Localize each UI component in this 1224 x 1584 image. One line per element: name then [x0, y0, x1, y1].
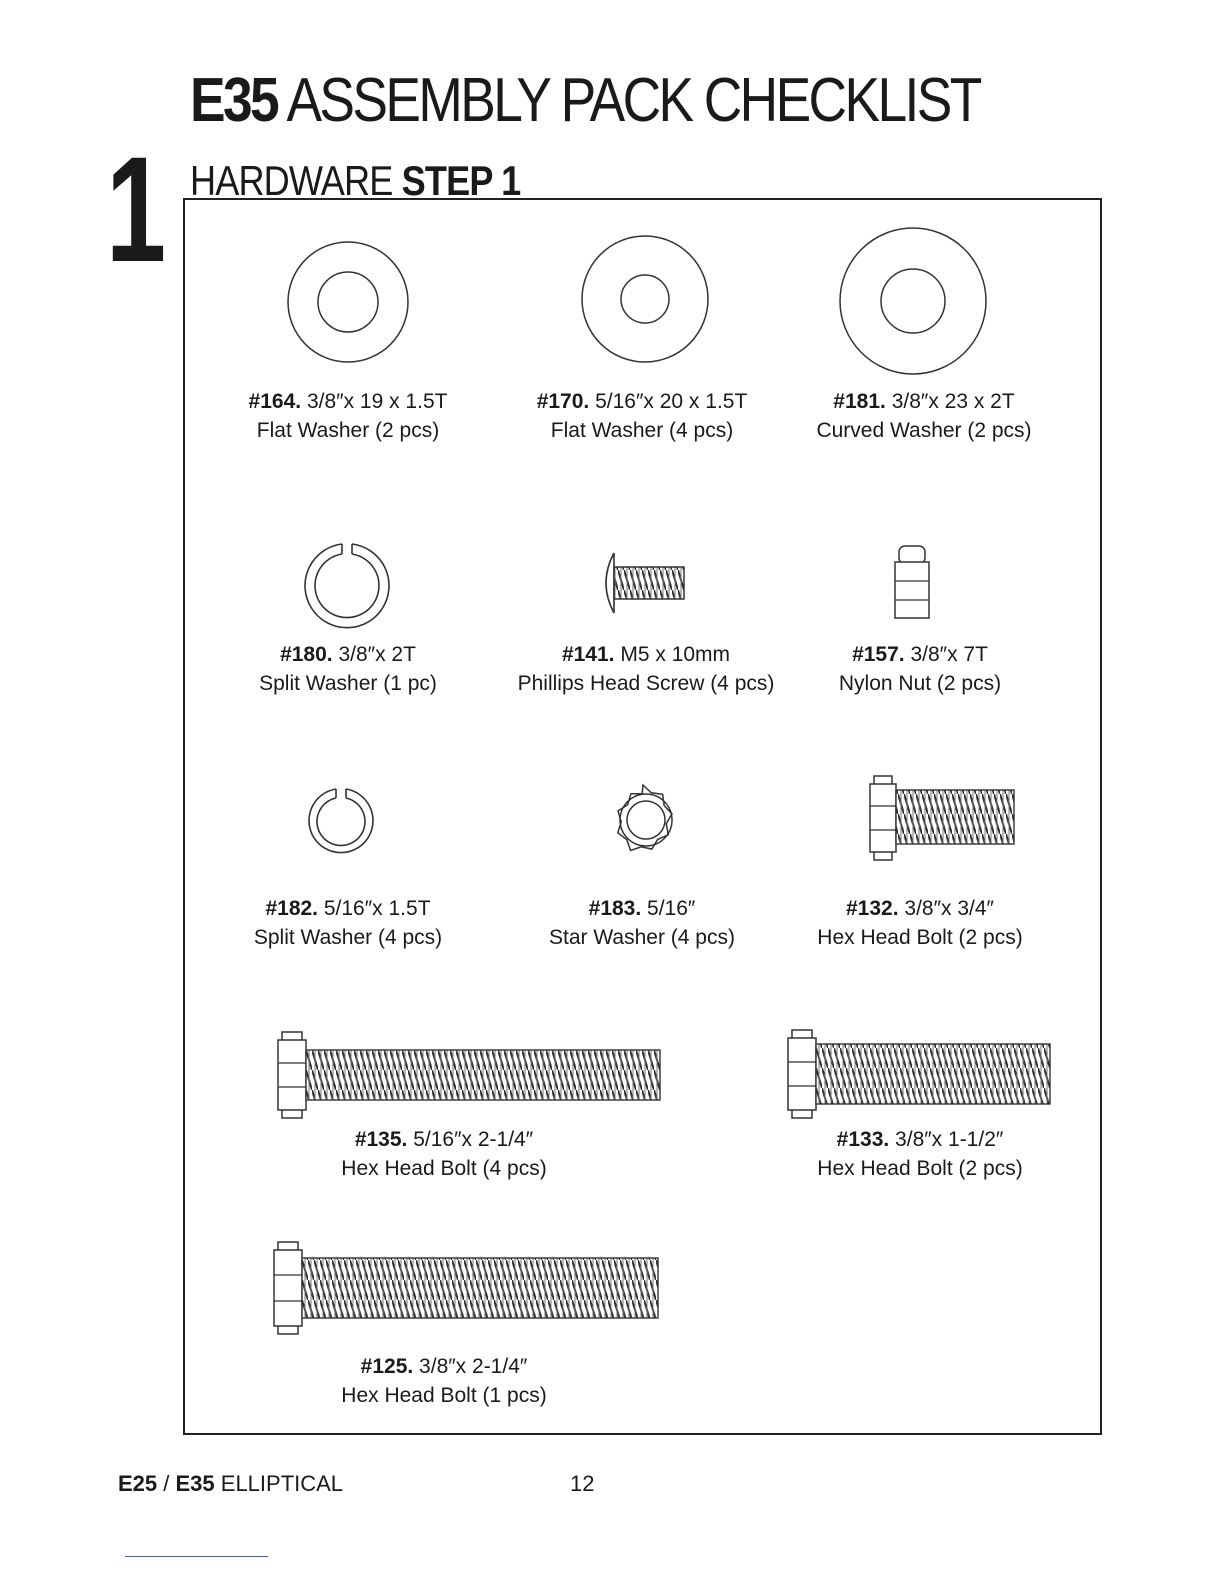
part-number: #135.	[354, 1128, 408, 1151]
part-spec: 5/16″x 20 x 1.5T	[589, 390, 748, 413]
footer-product: ELLIPTICAL	[214, 1471, 344, 1496]
part-number: #141.	[561, 643, 615, 666]
part-spec: 3/8″x 7T	[904, 643, 988, 666]
part-number: #132.	[846, 897, 899, 920]
part-description: Nylon Nut (2 pcs)	[838, 672, 1002, 695]
part-label	[502, 894, 782, 952]
part-label	[780, 1125, 1060, 1183]
part-label	[502, 387, 782, 445]
part-label	[208, 640, 488, 698]
part-spec: 3/8″x 23 x 2T	[885, 390, 1015, 413]
hex-bolt-icon	[276, 1030, 666, 1120]
title-model: E35	[190, 66, 278, 135]
part-description: Curved Washer (2 pcs)	[816, 419, 1032, 442]
star-washer-icon	[600, 774, 692, 866]
hex-bolt-icon	[786, 1028, 1056, 1120]
curved-washer-icon	[838, 226, 988, 376]
part-label	[496, 640, 796, 698]
nylon-nut-icon	[892, 544, 932, 622]
flat-washer-icon	[580, 234, 710, 364]
hex-bolt-icon	[868, 774, 1018, 862]
divider	[125, 1556, 268, 1557]
page-title	[190, 66, 980, 136]
part-number: #183.	[588, 897, 642, 920]
part-number: #182.	[265, 897, 319, 920]
part-label	[208, 894, 488, 952]
split-washer-icon	[302, 540, 392, 630]
part-number: #180.	[280, 643, 333, 666]
part-label	[208, 387, 488, 445]
part-number: #157.	[852, 643, 905, 666]
part-spec: M5 x 10mm	[614, 643, 731, 666]
footer-model	[118, 1470, 343, 1498]
part-label	[304, 1352, 584, 1410]
footer-model-a: E25	[118, 1471, 158, 1496]
part-number: #181.	[833, 390, 886, 413]
title-text: ASSEMBLY PACK CHECKLIST	[286, 66, 980, 135]
part-description: Flat Washer (2 pcs)	[256, 419, 440, 442]
part-description: Split Washer (4 pcs)	[253, 926, 443, 949]
part-description: Flat Washer (4 pcs)	[550, 419, 734, 442]
part-spec: 5/16″x 1.5T	[318, 897, 431, 920]
subtitle-plain: HARDWARE	[190, 157, 393, 204]
part-label	[780, 640, 1060, 698]
part-spec: 3/8″x 3/4″	[898, 897, 994, 920]
part-spec: 3/8″x 2-1/4″	[413, 1355, 528, 1378]
phillips-screw-icon	[594, 550, 688, 616]
part-description: Hex Head Bolt (2 pcs)	[817, 1157, 1023, 1180]
footer-sep: /	[157, 1471, 176, 1496]
part-description: Hex Head Bolt (1 pcs)	[341, 1384, 547, 1407]
split-washer-icon	[306, 786, 376, 856]
part-description: Split Washer (1 pc)	[259, 672, 437, 695]
part-number: #164.	[248, 390, 302, 413]
part-label	[784, 387, 1064, 445]
step-number: 1	[106, 125, 167, 293]
part-label	[304, 1125, 584, 1183]
part-number: #125.	[360, 1355, 414, 1378]
part-spec: 5/16″x 2-1/4″	[407, 1128, 534, 1151]
part-spec: 3/8″x 2T	[332, 643, 416, 666]
part-description: Hex Head Bolt (2 pcs)	[817, 926, 1023, 949]
page-number: 12	[570, 1471, 595, 1496]
part-number: #170.	[536, 390, 590, 413]
part-description: Star Washer (4 pcs)	[549, 926, 735, 949]
part-label	[780, 894, 1060, 952]
part-description: Phillips Head Screw (4 pcs)	[517, 672, 775, 695]
part-spec: 3/8″x 1-1/2″	[889, 1128, 1004, 1151]
hex-bolt-icon	[272, 1240, 664, 1336]
subtitle-bold: STEP 1	[401, 157, 521, 204]
part-spec: 3/8″x 19 x 1.5T	[301, 390, 448, 413]
part-number: #133.	[836, 1128, 890, 1151]
footer-model-b: E35	[175, 1471, 215, 1496]
part-spec: 5/16″	[641, 897, 696, 920]
part-description: Hex Head Bolt (4 pcs)	[341, 1157, 547, 1180]
flat-washer-icon	[286, 240, 410, 364]
